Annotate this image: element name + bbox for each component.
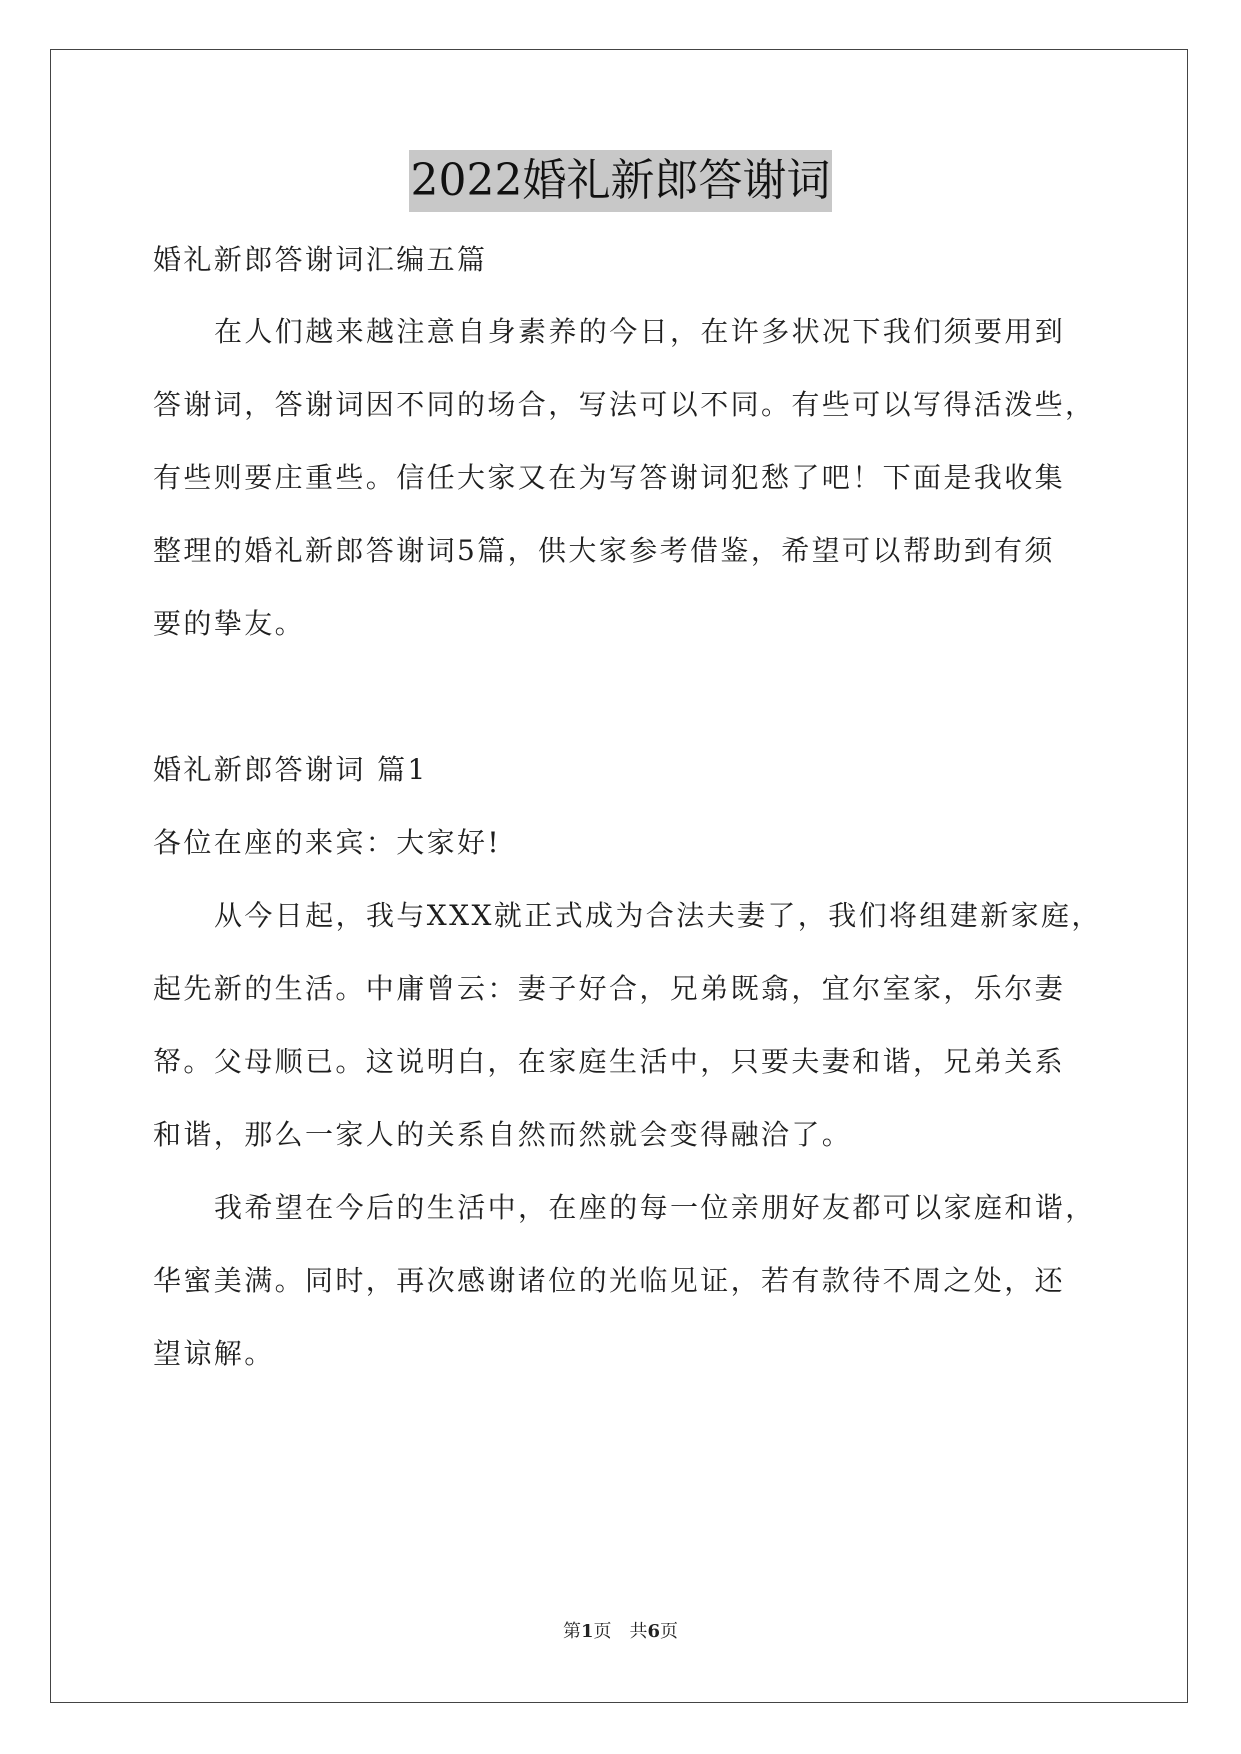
intro-line: 要的挚友。 [153,607,306,640]
paragraph-line: 望谅解。 [153,1337,275,1370]
paragraph-line: 我希望在今后的生活中，在座的每一位亲朋好友都可以家庭和谐， [214,1191,1096,1224]
footer-mid: 页 共 [593,1621,648,1642]
intro-line: 整理的婚礼新郎答谢词5篇，供大家参考借鉴，希望可以帮助到有须 [153,534,1055,567]
paragraph-line: 和谐，那么一家人的关系自然而然就会变得融洽了。 [153,1118,853,1151]
paragraph-line: 华蜜美满。同时，再次感谢诸位的光临见证，若有款待不周之处，还 [153,1264,1066,1297]
footer-suffix: 页 [660,1621,679,1642]
title-container [0,150,1241,212]
current-page-number: 1 [580,1621,594,1642]
page-border [50,49,1188,1703]
intro-line: 有些则要庄重些。信任大家又在为写答谢词犯愁了吧！下面是我收集 [153,461,1066,494]
intro-line: 在人们越来越注意自身素养的今日，在许多状况下我们须要用到 [214,315,1066,348]
page-footer [0,1617,1241,1643]
document-title: 2022婚礼新郎答谢词 [409,150,833,212]
footer-prefix: 第 [562,1621,581,1642]
section-heading: 婚礼新郎答谢词 篇1 [153,753,428,786]
paragraph-line: 起先新的生活。中庸曾云：妻子好合，兄弟既翕，宜尔室家，乐尔妻 [153,972,1066,1005]
paragraph-line: 从今日起，我与XXX就正式成为合法夫妻了，我们将组建新家庭， [214,899,1102,932]
document-subtitle: 婚礼新郎答谢词汇编五篇 [153,243,488,276]
total-page-number: 6 [647,1621,661,1642]
greeting: 各位在座的来宾：大家好! [153,826,502,859]
paragraph-line: 帑。父母顺已。这说明白，在家庭生活中，只要夫妻和谐，兄弟关系 [153,1045,1066,1078]
intro-line: 答谢词，答谢词因不同的场合，写法可以不同。有些可以写得活泼些， [153,388,1096,421]
